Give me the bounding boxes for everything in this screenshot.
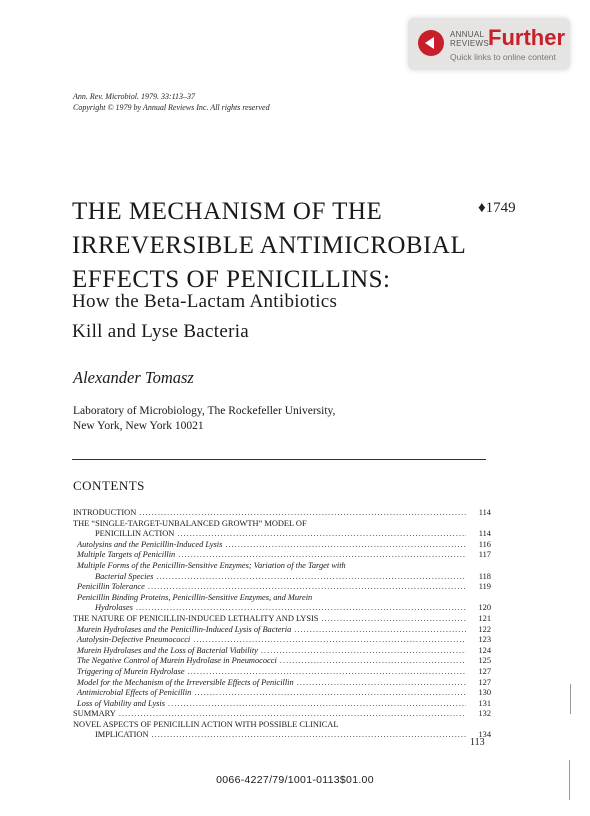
toc-entry — [73, 519, 491, 530]
toc-entry — [73, 572, 491, 583]
toc-entry-title: Antimicrobial Effects of Penicillin — [77, 688, 192, 698]
table-of-contents — [73, 508, 491, 741]
toc-entry-title: Murein Hydrolases and the Penicillin-Induced Lysis of Bacteria — [77, 624, 292, 634]
toc-entry-page: 116 — [478, 539, 491, 549]
toc-entry — [73, 529, 491, 540]
annual-reviews-further-banner[interactable] — [408, 18, 570, 70]
citation-line: Ann. Rev. Microbiol. 1979. 33:113–37 — [73, 92, 196, 101]
toc-entry — [73, 582, 491, 593]
toc-entry-page: 132 — [478, 709, 491, 719]
toc-entry-page: 131 — [478, 698, 491, 708]
toc-entry-title: Multiple Targets of Penicillin — [77, 550, 176, 560]
toc-entry — [73, 730, 491, 741]
toc-leader-dots — [119, 709, 466, 720]
article-code: ♦1749 — [478, 200, 516, 216]
toc-entry — [73, 646, 491, 657]
affiliation-line-1: Laboratory of Microbiology, The Rockefeller University, — [73, 405, 336, 417]
title-line-2: IRREVERSIBLE ANTIMICROBIAL — [72, 232, 467, 259]
toc-entry — [73, 688, 491, 699]
banner-quick-links-text: Quick links to online content — [450, 52, 556, 62]
toc-entry-page: 125 — [478, 656, 491, 666]
article-subtitle — [72, 287, 337, 347]
toc-entry-page: 134 — [478, 730, 491, 740]
toc-leader-dots — [139, 508, 466, 519]
toc-entry-title: PENICILLIN ACTION — [95, 529, 175, 539]
toc-entry-title: The Negative Control of Murein Hydrolase in Pneumococci — [77, 656, 277, 666]
toc-entry-title: THE “SINGLE-TARGET-UNBALANCED GROWTH” MODEL OF — [73, 518, 307, 528]
toc-entry-title: Murein Hydrolases and the Loss of Bacterial Viability — [77, 645, 258, 655]
toc-entry — [73, 614, 491, 625]
toc-entry — [73, 593, 491, 604]
banner-publisher-label — [450, 30, 489, 48]
toc-entry-page: 118 — [478, 571, 491, 581]
toc-entry — [73, 550, 491, 561]
toc-entry-title: NOVEL ASPECTS OF PENICILLIN ACTION WITH POSSIBLE CLINICAL — [73, 719, 339, 729]
toc-entry-title: Autolysin-Defective Pneumococci — [77, 635, 191, 645]
toc-entry-page: 127 — [478, 666, 491, 676]
toc-entry — [73, 508, 491, 519]
toc-entry-page: 122 — [478, 624, 491, 634]
toc-leader-dots — [168, 699, 466, 710]
toc-entry-title: Loss of Viability and Lysis — [77, 698, 166, 708]
toc-leader-dots — [148, 582, 466, 593]
toc-entry-page: 119 — [478, 582, 491, 592]
toc-leader-dots — [136, 603, 466, 614]
toc-leader-dots — [156, 572, 466, 583]
play-back-icon — [418, 30, 444, 56]
toc-entry-title: Penicillin Tolerance — [77, 582, 145, 592]
toc-entry-title: Hydrolases — [95, 603, 133, 613]
toc-entry-title: THE NATURE OF PENICILLIN-INDUCED LETHALITY AND LYSIS — [73, 613, 319, 623]
toc-entry-page: 123 — [478, 635, 491, 645]
toc-entry-title: Triggering of Murein Hydrolase — [77, 666, 185, 676]
toc-leader-dots — [152, 730, 466, 741]
toc-entry-title: Bacterial Species — [95, 571, 154, 581]
toc-entry-page: 121 — [478, 613, 491, 623]
title-line-3: EFFECTS OF PENICILLINS: — [72, 266, 391, 293]
article-title — [72, 195, 466, 297]
author-affiliation — [73, 404, 335, 434]
title-line-1: THE MECHANISM OF THE — [72, 198, 383, 225]
toc-entry-title: Multiple Forms of the Penicillin-Sensitive Enzymes; Variation of the Target with — [77, 560, 346, 570]
toc-entry — [73, 625, 491, 636]
toc-leader-dots — [225, 540, 466, 551]
toc-entry-title: SUMMARY — [73, 709, 116, 719]
toc-entry-title: Penicillin Binding Proteins, Penicillin-Sensitive Enzymes, and Murein — [77, 592, 313, 602]
toc-entry-title: Autolysins and the Penicillin-Induced Lysis — [77, 539, 223, 549]
page-number: 113 — [470, 737, 485, 748]
toc-entry — [73, 678, 491, 689]
toc-entry-page: 127 — [478, 677, 491, 687]
toc-entry — [73, 720, 491, 731]
banner-reviews-text: REVIEWS — [450, 39, 489, 48]
toc-leader-dots — [194, 688, 466, 699]
journal-citation — [73, 91, 270, 113]
article-price-code: 0066-4227/79/1001-0113$01.00 — [216, 774, 374, 786]
subtitle-line-2: Kill and Lyse Bacteria — [72, 321, 250, 342]
toc-entry — [73, 635, 491, 646]
copyright-line: Copyright © 1979 by Annual Reviews Inc. All rights reserved — [73, 103, 270, 112]
scan-artifact-mark — [570, 684, 571, 714]
toc-leader-dots — [321, 614, 466, 625]
toc-entry-page: 120 — [478, 603, 491, 613]
affiliation-line-2: New York, New York 10021 — [73, 420, 204, 432]
toc-entry — [73, 709, 491, 720]
scan-artifact-mark — [569, 760, 570, 800]
toc-entry — [73, 667, 491, 678]
toc-entry-page: 124 — [478, 645, 491, 655]
contents-heading: CONTENTS — [73, 478, 145, 493]
banner-annual-text: ANNUAL — [450, 30, 485, 39]
toc-entry — [73, 561, 491, 572]
toc-entry-title: INTRODUCTION — [73, 508, 137, 517]
banner-further-text: Further — [488, 25, 565, 50]
toc-leader-dots — [261, 646, 466, 657]
toc-leader-dots — [177, 529, 466, 540]
toc-leader-dots — [294, 625, 466, 636]
toc-entry — [73, 540, 491, 551]
toc-leader-dots — [188, 667, 466, 678]
toc-entry-page: 114 — [478, 529, 491, 539]
toc-entry — [73, 656, 491, 667]
toc-leader-dots — [178, 550, 466, 561]
toc-entry — [73, 699, 491, 710]
toc-leader-dots — [297, 678, 466, 689]
author-name: Alexander Tomasz — [73, 368, 194, 387]
section-divider — [72, 459, 486, 460]
subtitle-line-1: How the Beta-Lactam Antibiotics — [72, 291, 338, 312]
toc-entry-page: 130 — [478, 688, 491, 698]
toc-entry-title: Model for the Mechanism of the Irreversible Effects of Penicillin — [77, 677, 294, 687]
toc-entry-page: 114 — [478, 508, 491, 517]
toc-leader-dots — [193, 635, 466, 646]
toc-leader-dots — [280, 656, 466, 667]
toc-entry-title: IMPLICATION — [95, 730, 149, 740]
toc-entry — [73, 603, 491, 614]
toc-entry-page: 117 — [478, 550, 491, 560]
